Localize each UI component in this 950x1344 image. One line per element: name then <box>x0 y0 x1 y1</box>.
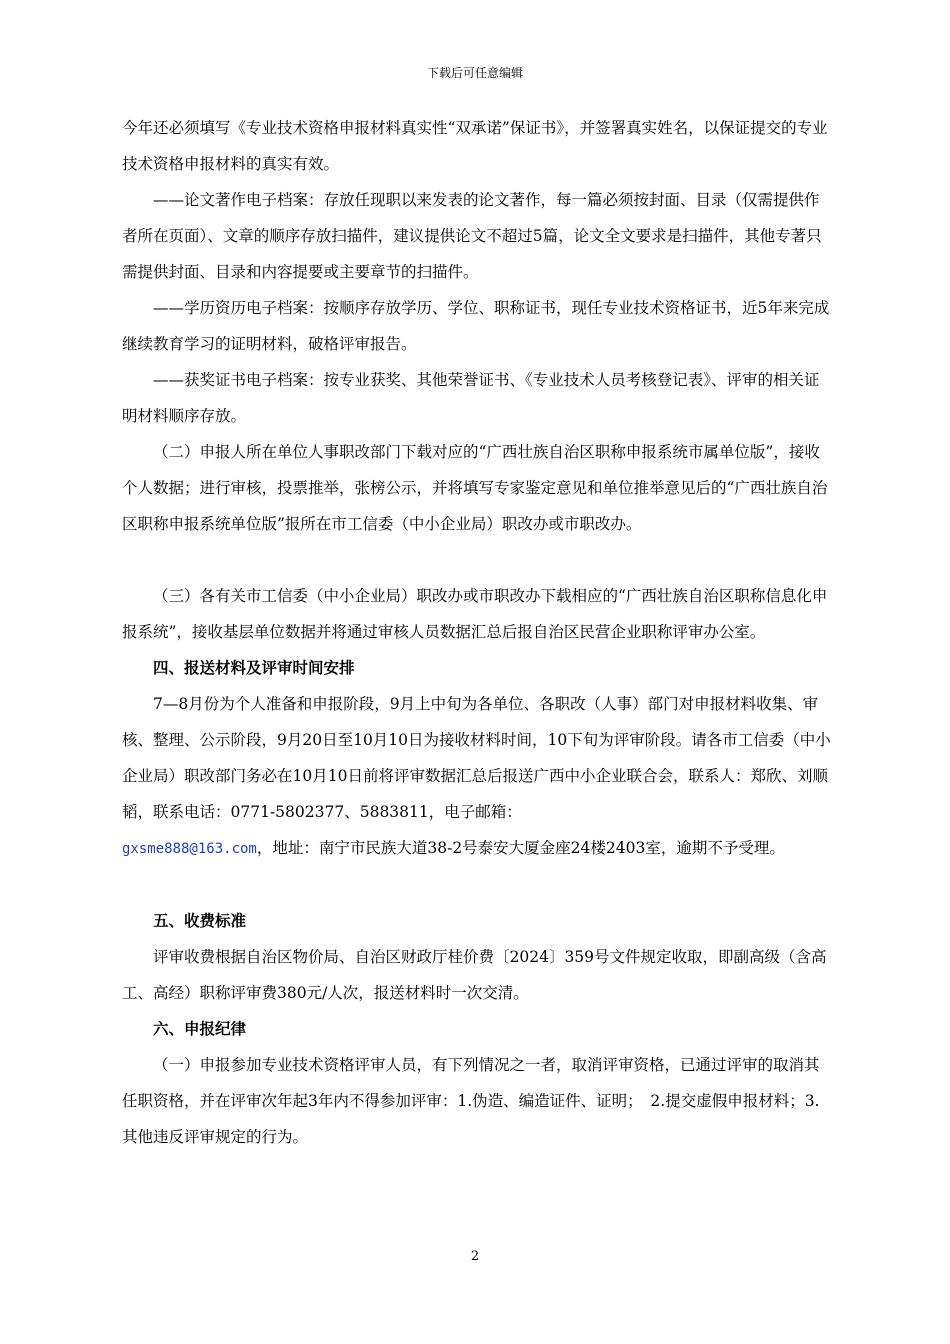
blank-line <box>122 542 832 578</box>
paragraph-discipline: （一）申报参加专业技术资格评审人员，有下列情况之一者，取消评审资格，已通过评审的取消其任职资格，并在评审次年起3年内不得参加评审：1.伪造、编造证件、证明； 2.提交虚假申报材料；3.其他违反评审规定的行为。 <box>122 1056 820 1146</box>
address-text: ，地址：南宁市民族大道38-2号泰安大厦金座24楼2403室，逾期不予受理。 <box>256 839 785 857</box>
section-heading-fees: 五、收费标准 <box>153 911 247 930</box>
email-link[interactable]: gxsme888@163.com <box>122 841 257 857</box>
paragraph-education-archive: ——学历资历电子档案：按顺序存放学历、学位、职称证书，现任专业技术资格证书，近5年来完成继续教育学习的证明材料，破格评审报告。 <box>122 299 830 353</box>
paragraph-address <box>122 830 832 867</box>
paragraph-city-review: （三）各有关市工信委（中小企业局）职改办或市职改办下载相应的“广西壮族自治区职称信息化申报系统”，接收基层单位数据并将通过审核人员数据汇总后报自治区民营企业职称评审办公室。 <box>122 587 828 641</box>
page-header: 下载后可任意编辑 <box>426 66 523 80</box>
section-heading-discipline: 六、申报纪律 <box>153 1019 247 1038</box>
paragraph-fees: 评审收费根据自治区物价局、自治区财政厅桂价费〔2024〕359号文件规定收取，即副高级（含高工、高经）职称评审费380元/人次，报送材料时一次交清。 <box>122 948 827 1002</box>
page-number: 2 <box>470 1249 480 1264</box>
document-body <box>122 110 832 1155</box>
paragraph-commitment: 今年还必须填写《专业技术资格申报材料真实性“双承诺”保证书》，并签署真实姓名，以保证提交的专业技术资格申报材料的真实有效。 <box>122 119 828 173</box>
section-heading-schedule: 四、报送材料及评审时间安排 <box>153 658 355 677</box>
blank-line <box>122 867 832 903</box>
paragraph-awards-archive: ——获奖证书电子档案：按专业获奖、其他荣誉证书、《专业技术人员考核登记表》、评审的相关证明材料顺序存放。 <box>122 371 820 425</box>
paragraph-unit-review: （二）申报人所在单位人事职改部门下载对应的“广西壮族自治区职称申报系统市属单位版”，接收个人数据；进行审核，投票推举，张榜公示，并将填写专家鉴定意见和单位推举意见后的“广西壮族自治区职称申报系统单位版”报所在市工信委（中小企业局）职改办或市职改办。 <box>122 443 828 533</box>
paragraph-schedule: 7—8月份为个人准备和申报阶段，9月上中旬为各单位、各职改（人事）部门对申报材料收集、审核、整理、公示阶段，9月20日至10月10日为接收材料时间，10下旬为评审阶段。请各市工信委（中小企业局）职改部门务必在10月10日前将评审数据汇总后报送广西中小企业联合会，联系人：郑欣、刘顺韬，联系电话：0771-5802377、5883811，电子邮箱： <box>122 695 831 821</box>
paragraph-papers-archive: ——论文著作电子档案：存放任现职以来发表的论文著作，每一篇必须按封面、目录（仅需提供作者所在页面）、文章的顺序存放扫描件，建议提供论文不超过5篇，论文全文要求是扫描件，其他专著只需提供封面、目录和内容提要或主要章节的扫描件。 <box>122 191 822 281</box>
